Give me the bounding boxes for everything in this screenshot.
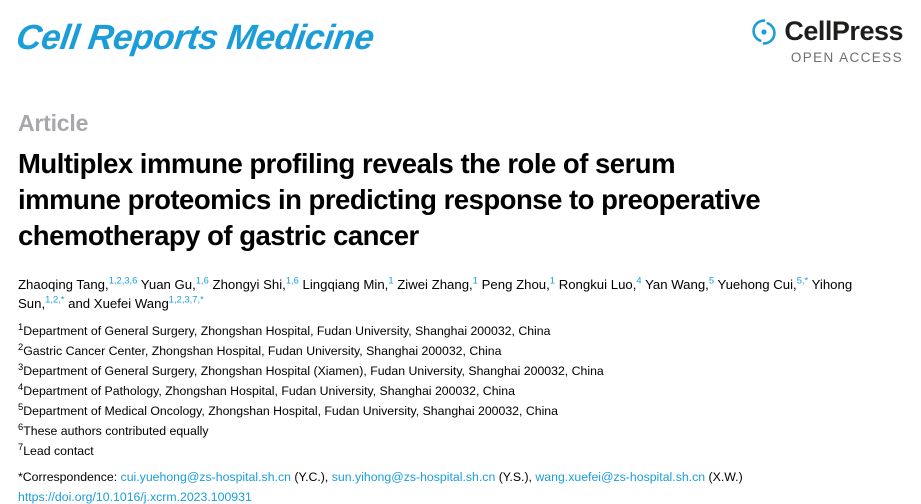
author-affiliation-marker: 1,2,*: [45, 294, 65, 305]
author-name: Yuan Gu,: [140, 277, 196, 293]
affiliation-marker: 7: [18, 440, 24, 452]
author-affiliation-marker: 5,*: [796, 274, 809, 286]
publisher-name-suffix: Press: [831, 16, 903, 46]
affiliation-text: Gastric Cancer Center, Zhongshan Hospital, Fudan University, Shanghai 200032, China: [23, 343, 502, 358]
affiliation-item: [18, 401, 903, 421]
author-name: Lingqiang Min,: [302, 277, 389, 293]
doi-line: [18, 490, 903, 504]
author-affiliation-marker: 1,2,3,7,*: [168, 294, 204, 305]
author-name: Yuehong Cui,: [717, 277, 797, 293]
author-affiliation-marker: 1,6: [285, 274, 299, 286]
author-name: Yihong Sun,: [18, 277, 853, 312]
affiliation-text: Department of General Surgery, Zhongshan Hospital (Xiamen), Fudan University, Shanghai 200032, China: [23, 363, 604, 378]
affiliation-text: These authors contributed equally: [23, 423, 209, 438]
author-list: [18, 275, 898, 313]
author-name: Zhaoqing Tang,: [18, 277, 109, 293]
article-type-label: Article: [18, 110, 89, 136]
journal-title: [14, 0, 379, 55]
publisher-name-prefix: Cell: [784, 16, 832, 46]
correspondence-initials: (Y.C.): [294, 469, 325, 484]
affiliation-marker: 2: [18, 340, 24, 352]
affiliation-marker: 3: [18, 360, 24, 372]
correspondence-email-link[interactable]: wang.xuefei@zs-hospital.sh.cn: [535, 469, 706, 484]
author-affiliation-marker: 1: [472, 274, 478, 286]
publisher-brand-row: [751, 18, 903, 45]
affiliation-item: [18, 421, 903, 441]
author-name: and Xuefei Wang: [68, 296, 169, 312]
affiliation-marker: 4: [18, 380, 24, 392]
affiliation-item: [18, 441, 903, 461]
open-access-label: OPEN ACCESS: [790, 50, 903, 65]
correspondence-email-link[interactable]: sun.yihong@zs-hospital.sh.cn: [331, 469, 496, 484]
author-affiliation-marker: 5: [708, 274, 715, 286]
masthead: [13, 0, 903, 78]
correspondence-initials: (X.W.): [708, 469, 743, 484]
correspondence-email-link[interactable]: cui.yuehong@zs-hospital.sh.cn: [120, 469, 291, 484]
author-affiliation-marker: 1,2,3,6: [108, 274, 138, 286]
affiliation-item: [18, 321, 903, 341]
affiliation-marker: 1: [18, 320, 24, 332]
author-name: Yan Wang,: [645, 277, 709, 293]
cellpress-logo-icon: [751, 19, 777, 45]
affiliation-text: Lead contact: [23, 443, 94, 458]
publisher-name: [784, 18, 903, 45]
page-title: Multiplex immune profiling reveals the role of serum immune proteomics in predicting response to preoperative chemotherapy of gastric cancer: [18, 148, 761, 251]
affiliation-item: [18, 341, 903, 361]
correspondence-initials: (Y.S.): [498, 469, 529, 484]
author-name: Ziwei Zhang,: [397, 277, 473, 293]
affiliation-item: [18, 361, 903, 381]
affiliation-list: [18, 321, 903, 461]
affiliation-text: Department of General Surgery, Zhongshan Hospital, Fudan University, Shanghai 200032, China: [23, 323, 551, 338]
affiliation-item: [18, 381, 903, 401]
author-name: Rongkui Luo,: [558, 277, 637, 293]
author-name: Zhongyi Shi,: [212, 277, 286, 293]
publisher-brand: [751, 0, 903, 65]
author-affiliation-marker: 4: [636, 274, 642, 286]
doi-link[interactable]: https://doi.org/10.1016/j.xcrm.2023.100931: [18, 490, 252, 504]
affiliation-text: Department of Medical Oncology, Zhongshan Hospital, Fudan University, Shanghai 200032, China: [23, 403, 558, 418]
author-affiliation-marker: 1: [388, 274, 394, 286]
affiliation-text: Department of Pathology, Zhongshan Hospital, Fudan University, Shanghai 200032, China: [23, 383, 515, 398]
author-affiliation-marker: 1,6: [195, 274, 209, 286]
author-affiliation-marker: 1: [549, 274, 556, 286]
author-name: Peng Zhou,: [481, 277, 550, 293]
correspondence-prefix: *Correspondence:: [18, 469, 118, 484]
correspondence-line: *Correspondence: cui.yuehong@zs-hospital.sh.cn (Y.C.), sun.yihong@zs-hospital.sh.cn (Y.S.), wang.xuefei@zs-hospital.sh.cn (X.W.): [18, 469, 743, 484]
journal-title-text: Cell Reports Medicine: [13, 18, 377, 57]
affiliation-marker: 6: [18, 420, 24, 432]
affiliation-marker: 5: [18, 400, 24, 412]
